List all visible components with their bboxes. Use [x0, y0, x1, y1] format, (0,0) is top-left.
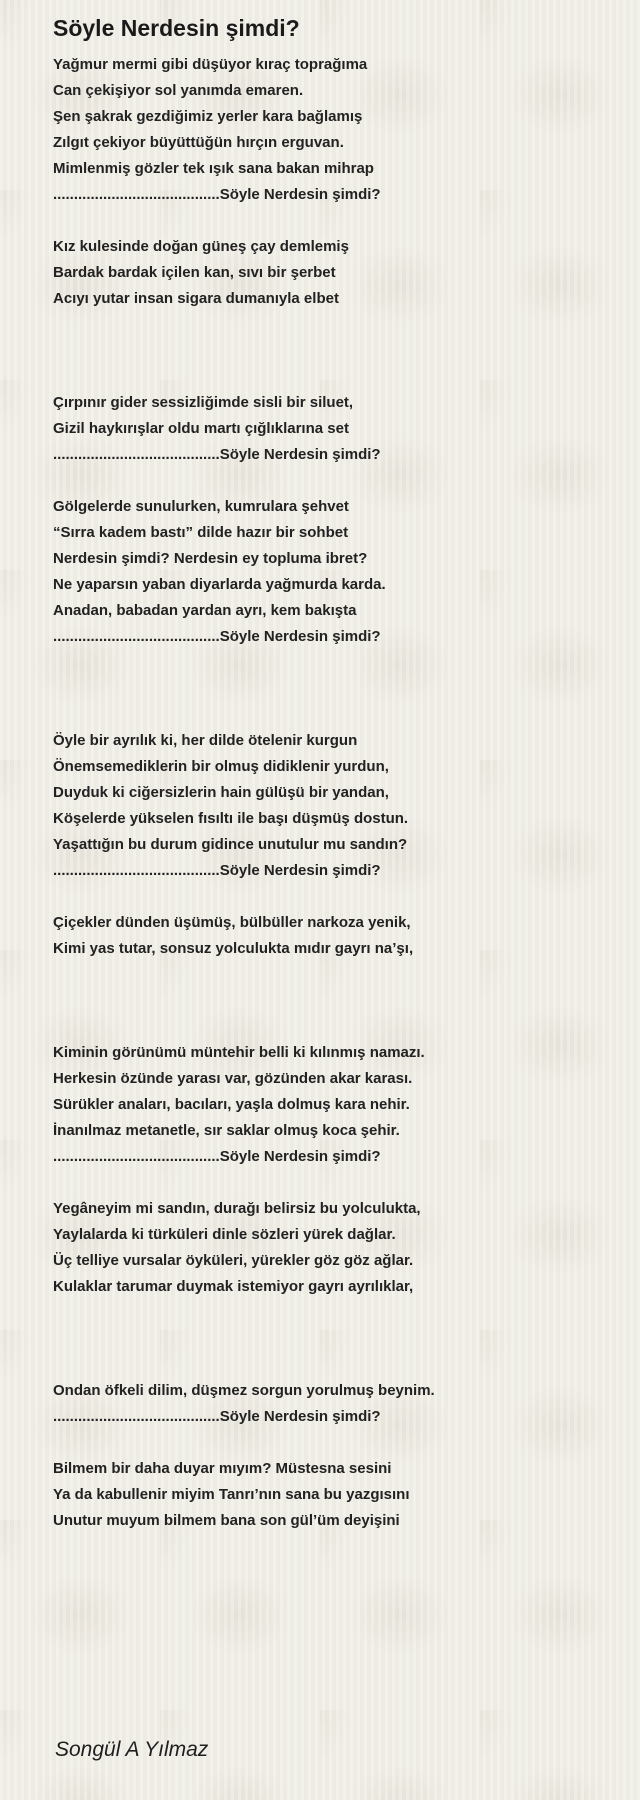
poem-line: Şen şakrak gezdiğimiz yerler kara bağlamış [53, 108, 363, 125]
poem-line: Ondan öfkeli dilim, düşmez sorgun yorulmuş beynim. [53, 1382, 435, 1399]
stanza [53, 1456, 613, 1534]
poem-line: Yağmur mermi gibi düşüyor kıraç toprağıma [53, 56, 368, 73]
stanza [53, 910, 613, 962]
poem-line: Mimlenmiş gözler tek ışık sana bakan mihrap [53, 160, 374, 177]
stanza-gap [53, 208, 613, 234]
stanza-gap [53, 1300, 613, 1378]
poem-line: Gölgelerde sunulurken, kumrulara şehvet [53, 498, 349, 515]
stanza [53, 52, 613, 208]
stanza [53, 728, 613, 884]
stanza-gap [53, 1170, 613, 1196]
poem-line: Kulaklar tarumar duymak istemiyor gayrı ayrılıklar, [53, 1278, 414, 1295]
poem-line: Yaylalarda ki türküleri dinle sözleri yürek dağlar. [53, 1226, 396, 1243]
author-name: Songül A Yılmaz [55, 1738, 209, 1761]
poem-line: Yaşattığın bu durum gidince unutulur mu sandın? [53, 836, 408, 853]
stanza-gap [53, 962, 613, 1040]
poem-line: Acıyı yutar insan sigara dumanıyla elbet [53, 290, 339, 307]
poem-line: Bilmem bir daha duyar mıyım? Müstesna sesini [53, 1460, 392, 1477]
stanza [53, 1196, 613, 1300]
poem-line: Sürükler anaları, bacıları, yaşla dolmuş kara nehir. [53, 1096, 410, 1113]
poem-line: İnanılmaz metanetle, sır saklar olmuş koca şehir. [53, 1122, 400, 1139]
stanza-gap [53, 312, 613, 390]
poem-line: Can çekişiyor sol yanımda emaren. [53, 82, 304, 99]
poem-body [53, 52, 613, 1534]
poem-line: Önemsemediklerin bir olmuş didiklenir yurdun, [53, 758, 389, 775]
poem-line: “Sırra kadem bastı” dilde hazır bir sohbet [53, 524, 349, 541]
poem-line: Bardak bardak içilen kan, sıvı bir şerbet [53, 264, 336, 281]
poem-line: Çırpınır gider sessizliğimde sisli bir siluet, [53, 394, 354, 411]
stanza-gap [53, 1430, 613, 1456]
poem-line: Üç telliye vursalar öyküleri, yürekler göz göz ağlar. [53, 1252, 414, 1269]
poem-line: Köşelerde yükselen fısıltı ile başı düşmüş dostun. [53, 810, 409, 827]
stanza [53, 1040, 613, 1170]
poem-line: ........................................Söyle Nerdesin şimdi? [53, 1148, 381, 1165]
poem-line: Kiminin görünümü müntehir belli ki kılınmış namazı. [53, 1044, 425, 1061]
poem-line: ........................................Söyle Nerdesin şimdi? [53, 186, 381, 203]
poem-line: Kimi yas tutar, sonsuz yolculukta mıdır gayrı na’şı, [53, 940, 414, 957]
poem-line: Gizil haykırışlar oldu martı çığlıklarına set [53, 420, 349, 437]
stanza [53, 390, 613, 468]
poem-line: Anadan, babadan yardan ayrı, kem bakışta [53, 602, 357, 619]
poem-line: ........................................Söyle Nerdesin şimdi? [53, 862, 381, 879]
poem-line: Nerdesin şimdi? Nerdesin ey topluma ibret? [53, 550, 368, 567]
poem-line: ........................................Söyle Nerdesin şimdi? [53, 1408, 381, 1425]
poem-line: Ne yaparsın yaban diyarlarda yağmurda karda. [53, 576, 386, 593]
poem-title: Söyle Nerdesin şimdi? [53, 15, 300, 41]
poem-line: Zılgıt çekiyor büyüttüğün hırçın erguvan. [53, 134, 344, 151]
poem-line: Öyle bir ayrılık ki, her dilde ötelenir kurgun [53, 732, 358, 749]
poem-line: Unutur muyum bilmem bana son gül’üm deyişini [53, 1512, 400, 1529]
stanza-gap [53, 650, 613, 728]
poem-line: Yegâneyim mi sandın, durağı belirsiz bu yolculukta, [53, 1200, 421, 1217]
stanza-gap [53, 468, 613, 494]
poem-line: Kız kulesinde doğan güneş çay demlemiş [53, 238, 349, 255]
poem-line: ........................................Söyle Nerdesin şimdi? [53, 446, 381, 463]
poem-line: Çiçekler dünden üşümüş, bülbüller narkoza yenik, [53, 914, 411, 931]
poem-line: ........................................Söyle Nerdesin şimdi? [53, 628, 381, 645]
poem-line: Herkesin özünde yarası var, gözünden akar karası. [53, 1070, 413, 1087]
stanza [53, 494, 613, 650]
poem-line: Duyduk ki ciğersizlerin hain gülüşü bir yandan, [53, 784, 389, 801]
poem-line: Ya da kabullenir miyim Tanrı’nın sana bu yazgısını [53, 1486, 410, 1503]
stanza [53, 1378, 613, 1430]
poem-page [53, 12, 613, 1534]
stanza-gap [53, 884, 613, 910]
stanza [53, 234, 613, 312]
